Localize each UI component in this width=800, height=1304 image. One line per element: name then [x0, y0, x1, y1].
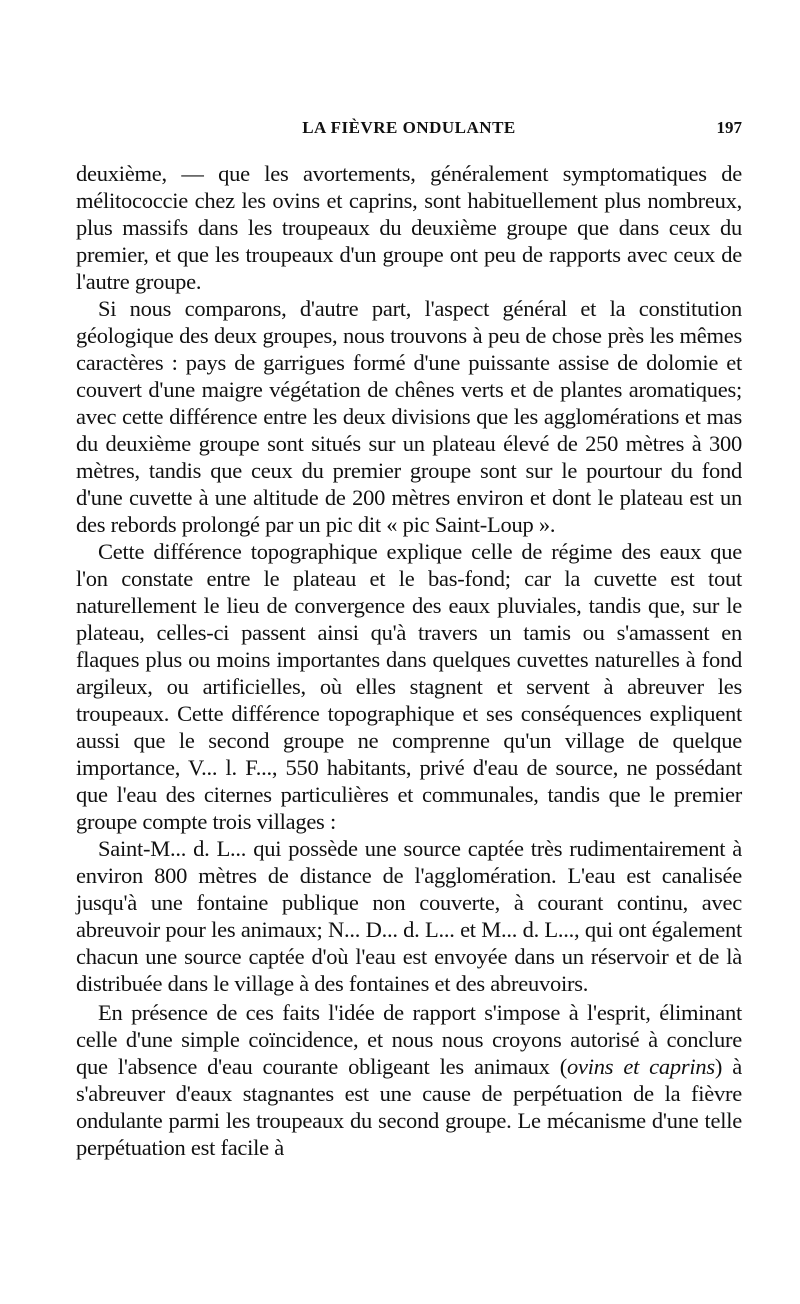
paragraph-geology: Si nous comparons, d'autre part, l'aspect général et la constitution géologique des deux groupes, nous trouvons à peu de chose près les mêmes caractères : pays de garrigues formé d'une puissante assise de dolomie et couvert d'une maigre végétation de chênes verts et de plantes aromatiques; avec cette différence entre les deux divisions que les agglomérations et mas du deuxième groupe sont situés sur un plateau élevé de 250 mètres à 300 mètres, tandis que ceux du premier groupe sont sur le pourtour du fond d'une cuvette à une altitude de 200 mètres environ et dont le plateau est un des rebords prolongé par un pic dit « pic Saint-Loup ».	[76, 296, 742, 537]
paragraph-conclusion	[76, 999, 742, 1161]
paragraph-continuation: deuxième, — que les avortements, généralement symptomatiques de mélitococcie chez les ovins et caprins, sont habituellement plus nombreux, plus massifs dans les troupeaux du deuxième groupe que dans ceux du premier, et que les troupeaux d'un groupe ont peu de rapports avec ceux de l'autre groupe.	[76, 161, 742, 294]
conclusion-text-end: ) à s'abreuver d'eaux stagnantes est une cause de perpétuation de la fièvre ondulante parmi les troupeaux du second groupe. Le mécanisme d'une telle perpétuation est facile à	[76, 1054, 742, 1160]
page-number: 197	[716, 118, 742, 137]
running-title: LA FIÈVRE ONDULANTE	[302, 118, 516, 137]
running-head	[76, 118, 742, 142]
conclusion-text-start: En présence de ces faits l'idée de rapport s'impose à l'esprit, éliminant celle d'une simple coïncidence, et nous nous croyons autorisé à conclure que l'absence d'eau courante obligeant les animaux (	[76, 1000, 742, 1079]
paragraph-villages: Saint-M... d. L... qui possède une source captée très rudimentairement à environ 800 mètres de distance de l'agglomération. L'eau est canalisée jusqu'à une fontaine publique non couverte, à courant continu, avec abreuvoir pour les animaux; N... D... d. L... et M... d. L..., qui ont également chacun une source captée d'où l'eau est envoyée dans un réservoir et de là distribuée dans le village à des fontaines et des abreuvoirs.	[76, 836, 742, 996]
conclusion-italic-term: ovins et caprins	[567, 1054, 715, 1079]
body-text	[76, 160, 742, 1161]
paragraph-topography: Cette différence topographique explique celle de régime des eaux que l'on constate entre le plateau et le bas-fond; car la cuvette est tout naturellement le lieu de convergence des eaux pluviales, tandis que, sur le plateau, celles-ci passent ainsi qu'à travers un tamis ou s'amassent en flaques plus ou moins importantes dans quelques cuvettes naturelles à fond argileux, ou artificielles, où elles stagnent et servent à abreuver les troupeaux. Cette différence topographique et ses conséquences expliquent aussi que le second groupe ne comprenne qu'un village de quelque importance, V... l. F..., 550 habitants, privé d'eau de source, ne possédant que l'eau des citernes particulières et communales, tandis que le premier groupe compte trois villages :	[76, 539, 742, 834]
